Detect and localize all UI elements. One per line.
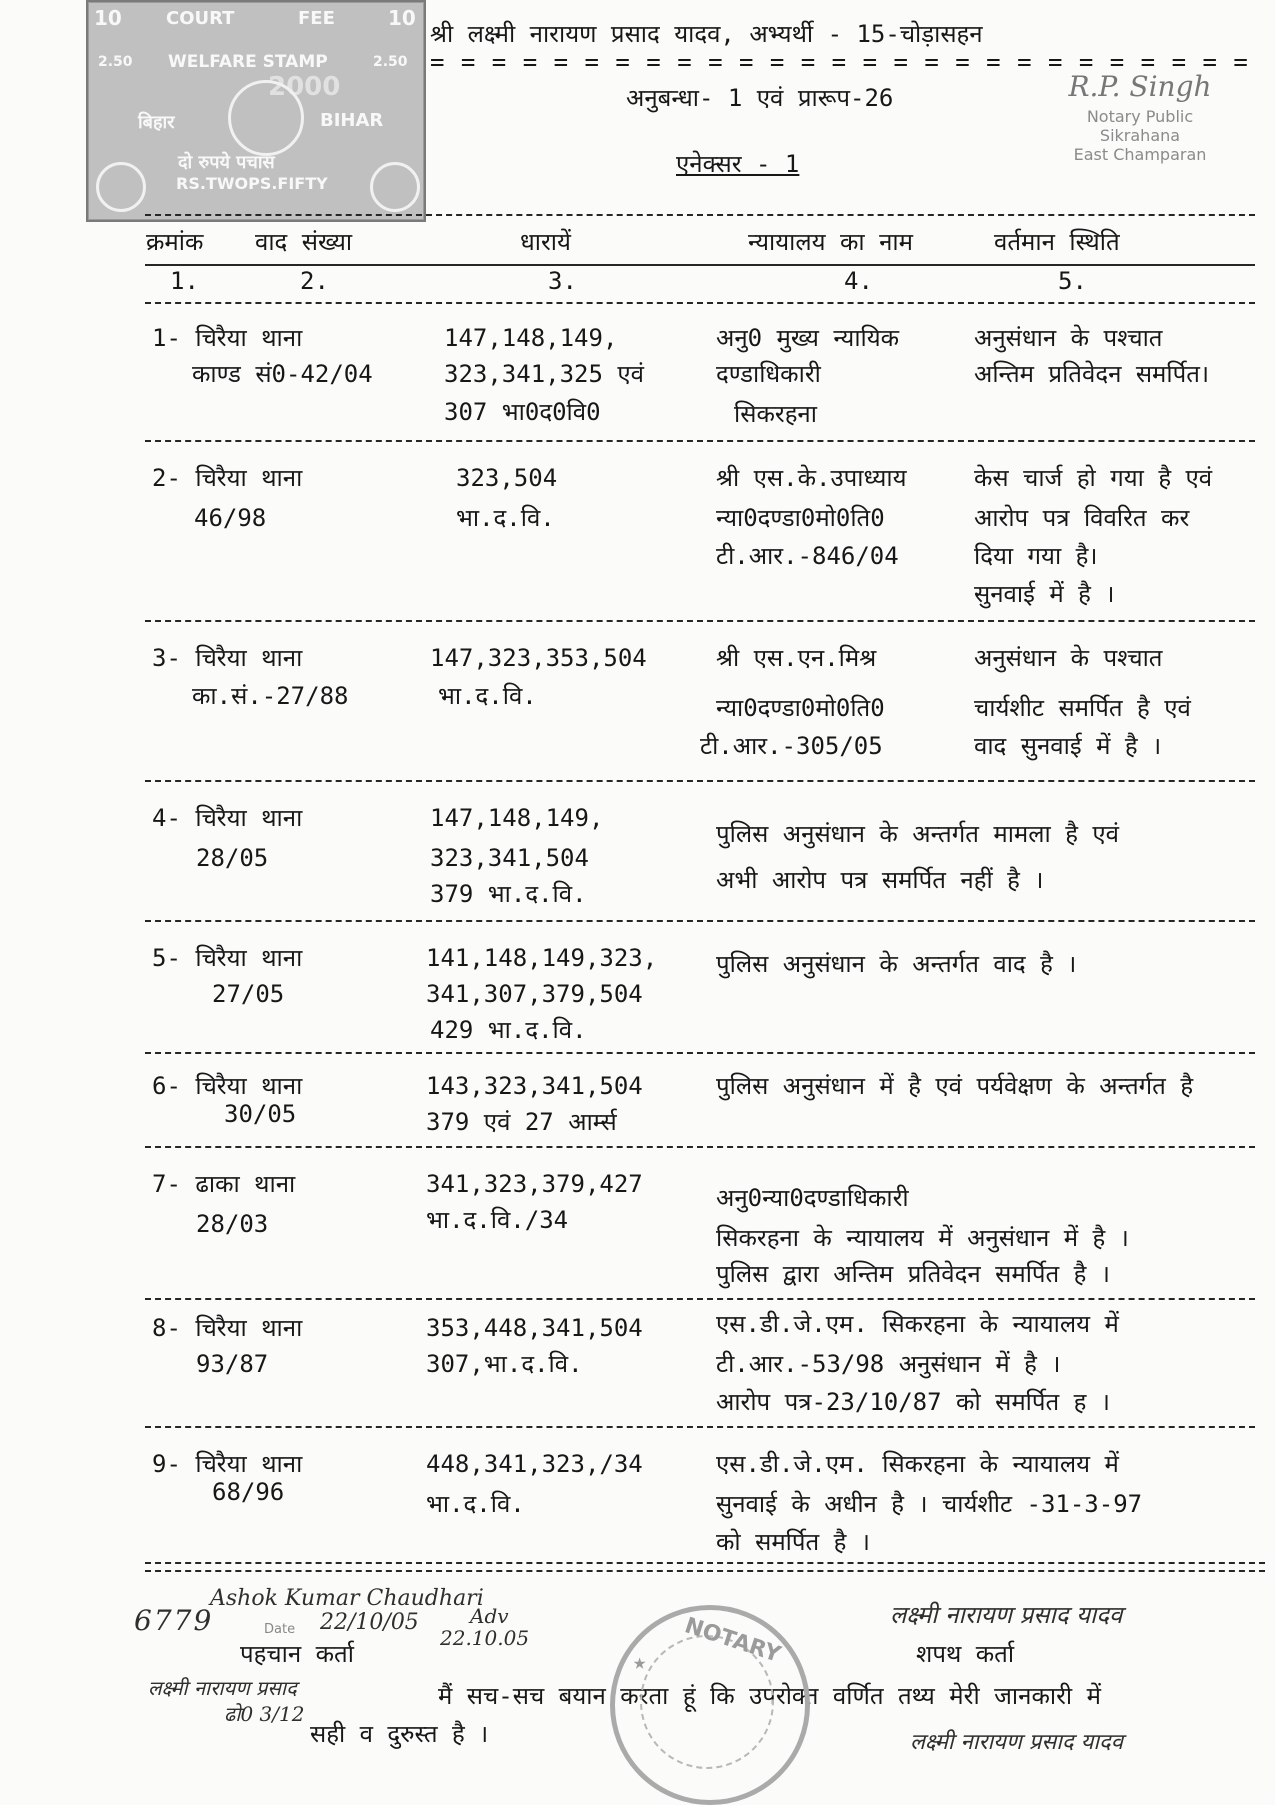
sections-cell: 379 एवं 27 आर्म्स: [426, 1108, 617, 1136]
enclosure-title: एनेक्सर - 1: [676, 150, 800, 178]
sections-cell: 323,341,504: [430, 844, 589, 872]
status-cell: अनुसंधान के पश्चात: [974, 644, 1163, 672]
notary-signature: R.P. Singh: [1068, 70, 1212, 103]
status-wide-cell: अभी आरोप पत्र समर्पित नहीं है ।: [716, 866, 1044, 894]
status-wide-cell: पुलिस अनुसंधान के अन्तर्गत मामला है एवं: [716, 820, 1120, 848]
stamp-right-val: 2.50: [373, 54, 408, 70]
sections-cell: 323,504: [456, 464, 558, 492]
status-cell: दिया गया है।: [974, 542, 1098, 570]
notary-stamp: [1040, 70, 1240, 164]
status-cell: सुनवाई में है ।: [974, 580, 1115, 608]
status-wide-cell: सिकरहना के न्यायालय में अनुसंधान में है ।: [716, 1224, 1129, 1252]
notary-seal: [610, 1605, 810, 1805]
stamp-wheel-icon: [96, 162, 146, 212]
col-number: 2.: [300, 267, 329, 295]
status-cell: केस चार्ज हो गया है एवं: [974, 464, 1213, 492]
date-label: Date: [264, 1622, 296, 1637]
col-header-case-no: वाद संख्या: [255, 228, 353, 256]
case-cell: 3- चिरैया थाना: [152, 644, 303, 672]
identifier-handwritten-signature: लक्ष्मी नारायण प्रसाद: [148, 1676, 297, 1700]
case-cell: 28/05: [196, 844, 269, 872]
bottom-signature: लक्ष्मी नारायण प्रसाद यादव: [910, 1730, 1123, 1755]
sections-cell: 353,448,341,504: [426, 1314, 643, 1342]
sections-cell: 147,323,353,504: [430, 644, 647, 672]
stamp-fee-label: FEE: [298, 8, 335, 29]
status-wide-cell: पुलिस अनुसंधान के अन्तर्गत वाद है ।: [716, 950, 1077, 978]
court-cell: टी.आर.-846/04: [716, 542, 899, 570]
status-cell: अनुसंधान के पश्चात: [974, 324, 1163, 352]
case-cell: 6- चिरैया थाना: [152, 1072, 303, 1100]
declaration-line-1: मैं सच-सच बयान करता हूं कि उपरोक्त वर्णित तथ्य मेरी जानकारी में: [438, 1682, 1101, 1710]
sections-cell: 307 भा0द0वि0: [444, 398, 601, 426]
stamp-overprint: 2000: [268, 72, 341, 102]
sections-cell: 379 भा.द.वि.: [430, 880, 587, 908]
col-header-serial: क्रमांक: [146, 228, 204, 256]
case-cell: काण्ड सं0-42/04: [192, 360, 373, 388]
status-cell: चार्यशीट समर्पित है एवं: [974, 694, 1191, 722]
case-cell: 9- चिरैया थाना: [152, 1450, 303, 1478]
notary-seal-text: NOTARY: [681, 1613, 784, 1668]
sections-cell: 341,307,379,504: [426, 980, 643, 1008]
court-cell: न्या0दण्डा0मो0ति0: [716, 694, 885, 722]
case-cell: 93/87: [196, 1350, 269, 1378]
sections-cell: भा.द.वि.: [426, 1490, 525, 1518]
stamp-court-label: COURT: [166, 8, 235, 29]
stamp-value-left: 10: [94, 6, 122, 30]
candidate-line: श्री लक्ष्मी नारायण प्रसाद यादव, अभ्यर्थी - 15-चोड़ासहन: [430, 20, 983, 48]
stamp-hindi-value: दो रुपये पचास: [178, 152, 275, 173]
identifier-label: पहचान कर्ता: [240, 1640, 354, 1668]
sections-cell: 307,भा.द.वि.: [426, 1350, 583, 1378]
status-wide-cell: पुलिस अनुसंधान में है एवं पर्यवेक्षण के अन्तर्गत है: [716, 1072, 1194, 1100]
deponent-label: शपथ कर्ता: [916, 1640, 1015, 1668]
col-number: 3.: [548, 267, 577, 295]
case-cell: 7- ढाका थाना: [152, 1170, 296, 1198]
col-header-status: वर्तमान स्थिति: [994, 228, 1120, 256]
court-cell: न्या0दण्डा0मो0ति0: [716, 504, 885, 532]
status-wide-cell: पुलिस द्वारा अन्तिम प्रतिवेदन समर्पित है ।: [716, 1260, 1110, 1288]
court-cell: टी.आर.-305/05: [700, 732, 883, 760]
identifier-handwritten-date: 22/10/05: [320, 1610, 419, 1635]
sections-cell: 143,323,341,504: [426, 1072, 643, 1100]
notary-district: East Champaran: [1073, 145, 1207, 164]
col-header-sections: धारायें: [520, 228, 571, 256]
identifier-handwritten-number: 6779: [134, 1604, 214, 1637]
sections-cell: 323,341,325 एवं: [444, 360, 645, 388]
sections-cell: 341,323,379,427: [426, 1170, 643, 1198]
notary-place: Sikrahana: [1099, 126, 1181, 145]
court-cell: श्री एस.के.उपाध्याय: [716, 464, 907, 492]
court-fee-stamp: [86, 0, 426, 222]
sections-cell: 141,148,149,323,: [426, 944, 658, 972]
status-wide-cell: आरोप पत्र-23/10/87 को समर्पित ह ।: [716, 1388, 1110, 1416]
court-cell: श्री एस.एन.मिश्र: [716, 644, 877, 672]
identifier-handwritten-name: Ashok Kumar Chaudhari: [210, 1586, 484, 1611]
col-number: 1.: [170, 267, 199, 295]
header-underline: = = = = = = = = = = = = = = = = = = = = = = = = = = =: [430, 48, 1249, 76]
case-cell: 28/03: [196, 1210, 269, 1238]
sections-cell: भा.द.वि./34: [426, 1206, 569, 1234]
court-cell: अनु0 मुख्य न्यायिक: [716, 324, 900, 352]
case-cell: 5- चिरैया थाना: [152, 944, 303, 972]
stamp-english-value: RS.TWOPS.FIFTY: [176, 174, 328, 193]
sections-cell: 147,148,149,: [430, 804, 604, 832]
status-cell: वाद सुनवाई में है ।: [974, 732, 1162, 760]
case-cell: 1- चिरैया थाना: [152, 324, 303, 352]
sections-cell: 429 भा.द.वि.: [430, 1016, 587, 1044]
deponent-signature: लक्ष्मी नारायण प्रसाद यादव: [890, 1601, 1123, 1629]
identifier-handwritten-adv: Adv: [470, 1604, 509, 1628]
case-cell: 27/05: [212, 980, 285, 1008]
star-icon: ★: [633, 1650, 647, 1675]
stamp-emblem-icon: [228, 80, 304, 156]
case-cell: 68/96: [212, 1478, 285, 1506]
status-wide-cell: अनु0न्या0दण्डाधिकारी: [716, 1184, 909, 1212]
sections-cell: 448,341,323,/34: [426, 1450, 643, 1478]
status-wide-cell: सुनवाई के अधीन है । चार्यशीट -31-3-97: [716, 1490, 1143, 1518]
sections-cell: भा.द.वि.: [456, 504, 555, 532]
stamp-welfare-label: WELFARE STAMP: [168, 52, 328, 72]
court-cell: सिकरहना: [734, 400, 817, 428]
court-cell: दण्डाधिकारी: [716, 360, 821, 388]
col-number: 4.: [844, 267, 873, 295]
case-cell: 2- चिरैया थाना: [152, 464, 303, 492]
stamp-wheel-icon: [370, 162, 420, 212]
status-cell: आरोप पत्र विवरित कर: [974, 504, 1190, 532]
status-cell: अन्तिम प्रतिवेदन समर्पित।: [974, 360, 1210, 388]
stamp-left-val: 2.50: [98, 54, 133, 70]
identifier-handwritten-date-2: 22.10.05: [440, 1626, 530, 1650]
stamp-value-right: 10: [388, 6, 416, 30]
declaration-line-2: सही व दुरुस्त है ।: [310, 1720, 489, 1748]
sections-cell: भा.द.वि.: [438, 682, 537, 710]
case-cell: 30/05: [224, 1100, 297, 1128]
case-cell: का.सं.-27/88: [192, 682, 349, 710]
status-wide-cell: टी.आर.-53/98 अनुसंधान में है ।: [716, 1350, 1061, 1378]
case-cell: 4- चिरैया थाना: [152, 804, 303, 832]
identifier-handwritten-note: ढो0 3/12: [224, 1702, 305, 1726]
status-wide-cell: एस.डी.जे.एम. सिकरहना के न्यायालय में: [716, 1310, 1119, 1338]
case-cell: 8- चिरैया थाना: [152, 1314, 303, 1342]
sections-cell: 147,148,149,: [444, 324, 618, 352]
col-header-court: न्यायालय का नाम: [748, 228, 913, 256]
status-wide-cell: को समर्पित है ।: [716, 1528, 870, 1556]
case-cell: 46/98: [194, 504, 267, 532]
notary-title: Notary Public: [1086, 107, 1194, 126]
annexure-line: अनुबन्धा- 1 एवं प्रारूप-26: [626, 84, 894, 112]
stamp-bihar-english: BIHAR: [320, 110, 384, 131]
col-number: 5.: [1058, 267, 1087, 295]
status-wide-cell: एस.डी.जे.एम. सिकरहना के न्यायालय में: [716, 1450, 1119, 1478]
stamp-bihar-hindi: बिहार: [138, 112, 175, 133]
